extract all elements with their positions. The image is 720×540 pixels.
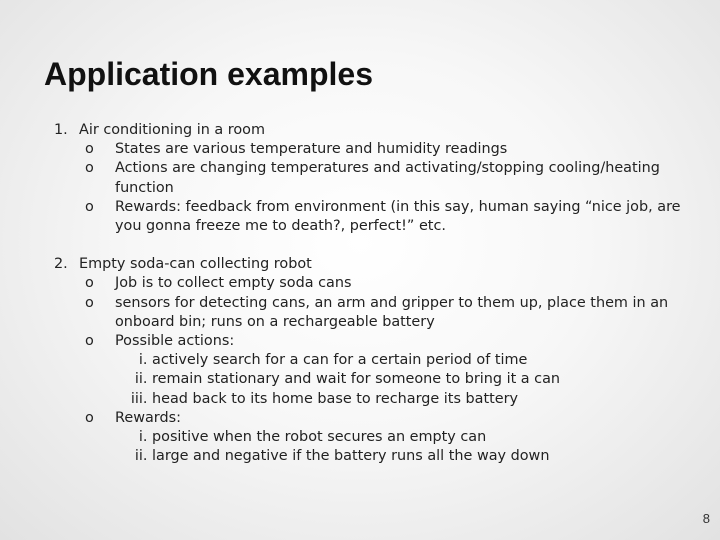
sub-item bbox=[125, 447, 694, 466]
bullet-marker: o bbox=[85, 275, 94, 292]
bullet-marker: o bbox=[85, 333, 94, 350]
roman-marker: i. bbox=[138, 429, 148, 446]
bullet-text: Job is to collect empty soda cans bbox=[115, 275, 352, 292]
bullet-text: sensors for detecting cans, an arm and gripper to them up, place them in an onboard bin; runs on a rechargeable battery bbox=[115, 294, 669, 330]
bullet-text: Possible actions: bbox=[115, 333, 235, 350]
bullet-item bbox=[85, 140, 694, 159]
roman-marker: iii. bbox=[130, 390, 148, 407]
sub-item-text: remain stationary and wait for someone to bring it a can bbox=[152, 371, 561, 388]
bullet-marker: o bbox=[85, 294, 94, 311]
numbered-item bbox=[54, 121, 694, 140]
sub-item bbox=[125, 428, 694, 447]
bullet-item bbox=[85, 409, 694, 428]
sub-item bbox=[125, 370, 694, 389]
bullet-marker: o bbox=[85, 409, 94, 426]
sub-item-text: large and negative if the battery runs all the way down bbox=[152, 448, 550, 465]
bullet-marker: o bbox=[85, 198, 94, 215]
item-number: 1. bbox=[54, 122, 68, 138]
bullet-text: Actions are changing temperatures and activating/stopping cooling/heating function bbox=[115, 160, 660, 196]
bullet-item bbox=[85, 274, 694, 293]
roman-marker: i. bbox=[138, 352, 148, 369]
page-number: 8 bbox=[702, 511, 710, 526]
sub-item bbox=[125, 351, 694, 370]
item-heading: Air conditioning in a room bbox=[79, 122, 266, 138]
sub-item-text: positive when the robot secures an empty can bbox=[152, 429, 487, 446]
sub-item bbox=[125, 390, 694, 409]
slide-title: Application examples bbox=[44, 56, 373, 92]
sub-item-text: actively search for a can for a certain period of time bbox=[152, 352, 528, 369]
bullet-marker: o bbox=[85, 141, 94, 158]
section-air-conditioning bbox=[54, 121, 694, 236]
slide-content bbox=[54, 121, 694, 466]
bullet-text: Rewards: feedback from environment (in this say, human saying “nice job, are you gonna freeze me to death?, perfect!” etc. bbox=[115, 198, 681, 235]
bullet-item bbox=[85, 198, 694, 236]
roman-marker: ii. bbox=[134, 448, 148, 465]
bullet-item bbox=[85, 332, 694, 351]
sub-item-text: head back to its home base to recharge its battery bbox=[152, 390, 519, 407]
item-heading: Empty soda-can collecting robot bbox=[79, 256, 312, 273]
bullet-item bbox=[85, 294, 694, 332]
roman-marker: ii. bbox=[134, 371, 148, 388]
item-number: 2. bbox=[54, 256, 68, 273]
bullet-marker: o bbox=[85, 160, 94, 177]
numbered-item bbox=[54, 255, 694, 274]
bullet-text: States are various temperature and humidity readings bbox=[115, 141, 508, 158]
bullet-text: Rewards: bbox=[115, 409, 181, 426]
section-soda-can-robot bbox=[54, 255, 694, 466]
bullet-item bbox=[85, 159, 694, 197]
